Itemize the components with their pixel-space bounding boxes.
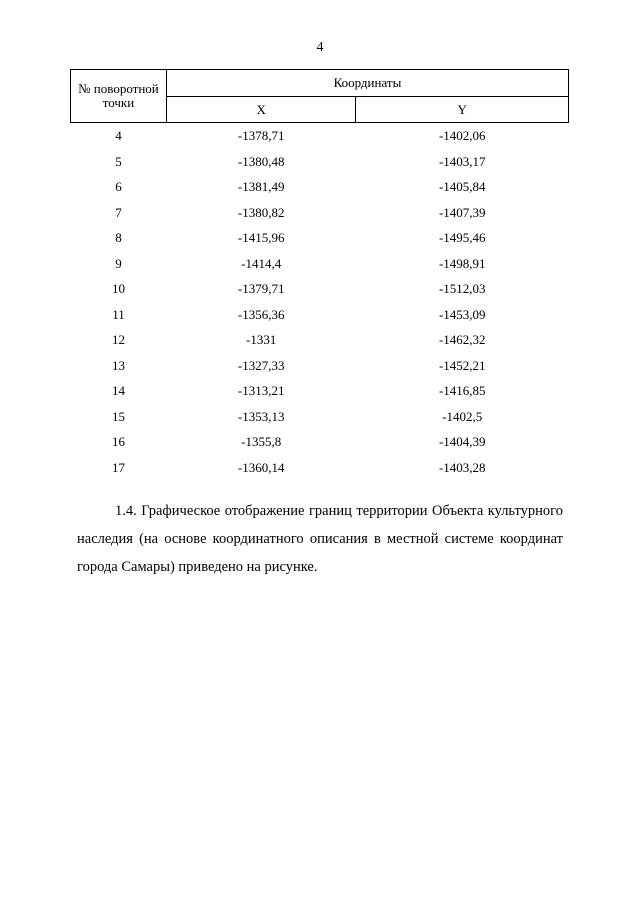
y-coordinate-cell: -1403,28 <box>438 459 486 475</box>
table-row <box>71 225 569 251</box>
x-coordinate-cell: -1327,33 <box>237 357 285 373</box>
coordinates-table <box>70 69 569 480</box>
x-header: X <box>166 97 356 123</box>
y-coordinate-cell: -1452,21 <box>438 357 486 373</box>
y-coordinate-cell: -1403,17 <box>438 153 486 169</box>
table-row <box>71 404 569 430</box>
table-row <box>71 353 569 379</box>
y-coordinate-cell: -1512,03 <box>438 281 486 297</box>
table-row <box>71 174 569 200</box>
y-coordinate-cell: -1402,06 <box>438 128 486 144</box>
table-row <box>71 429 569 455</box>
table-row <box>71 455 569 481</box>
table-row <box>71 251 569 277</box>
x-coordinate-cell: -1415,96 <box>237 230 285 246</box>
table-row <box>71 378 569 404</box>
point-number-cell: 5 <box>115 153 122 169</box>
point-number-header: № поворотной точки <box>71 70 167 123</box>
x-coordinate-cell: -1356,36 <box>237 306 285 322</box>
y-coordinate-cell: -1498,91 <box>438 255 486 271</box>
table-row <box>71 123 569 149</box>
coordinates-header: Координаты <box>166 70 568 97</box>
point-number-cell: 11 <box>112 306 125 322</box>
table-row <box>71 149 569 175</box>
x-coordinate-cell: -1355,8 <box>241 434 282 450</box>
table-row <box>71 302 569 328</box>
y-coordinate-cell: -1404,39 <box>438 434 486 450</box>
point-number-cell: 15 <box>111 408 125 424</box>
table-row <box>71 327 569 353</box>
x-coordinate-cell: -1360,14 <box>237 459 285 475</box>
x-coordinate-cell: -1379,71 <box>237 281 285 297</box>
point-number-cell: 14 <box>111 383 125 399</box>
y-coordinate-cell: -1402,5 <box>442 408 483 424</box>
point-number-cell: 8 <box>115 230 122 246</box>
page-number: 4 <box>316 40 324 55</box>
point-number-cell: 13 <box>111 357 125 373</box>
y-coordinate-cell: -1453,09 <box>438 306 486 322</box>
y-coordinate-cell: -1462,32 <box>438 332 486 348</box>
y-coordinate-cell: -1405,84 <box>438 179 486 195</box>
table-body <box>71 123 569 481</box>
point-number-cell: 10 <box>111 281 125 297</box>
y-coordinate-cell: -1495,46 <box>438 230 486 246</box>
x-coordinate-cell: -1381,49 <box>237 179 285 195</box>
x-coordinate-cell: -1380,48 <box>237 153 285 169</box>
x-coordinate-cell: -1313,21 <box>237 383 285 399</box>
y-coordinate-cell: -1416,85 <box>438 383 486 399</box>
point-number-cell: 17 <box>111 459 125 475</box>
point-number-cell: 7 <box>115 204 122 220</box>
x-coordinate-cell: -1380,82 <box>237 204 285 220</box>
point-number-cell: 4 <box>115 128 122 144</box>
paragraph-graphic-display: 1.4. Графическое отображение границ территории Объекта культурного наследия (на основе координатного описания в местной системе координат города Самары) приведено на рисунке. <box>77 503 563 575</box>
table-row <box>71 200 569 226</box>
x-coordinate-cell: -1331 <box>246 332 277 348</box>
table-row <box>71 276 569 302</box>
y-header: Y <box>356 97 569 123</box>
point-number-cell: 6 <box>115 179 122 195</box>
x-coordinate-cell: -1378,71 <box>237 128 285 144</box>
y-coordinate-cell: -1407,39 <box>438 204 486 220</box>
point-number-cell: 12 <box>111 332 125 348</box>
x-coordinate-cell: -1414,4 <box>241 255 282 271</box>
point-number-cell: 16 <box>111 434 125 450</box>
x-coordinate-cell: -1353,13 <box>237 408 285 424</box>
point-number-cell: 9 <box>115 255 122 271</box>
